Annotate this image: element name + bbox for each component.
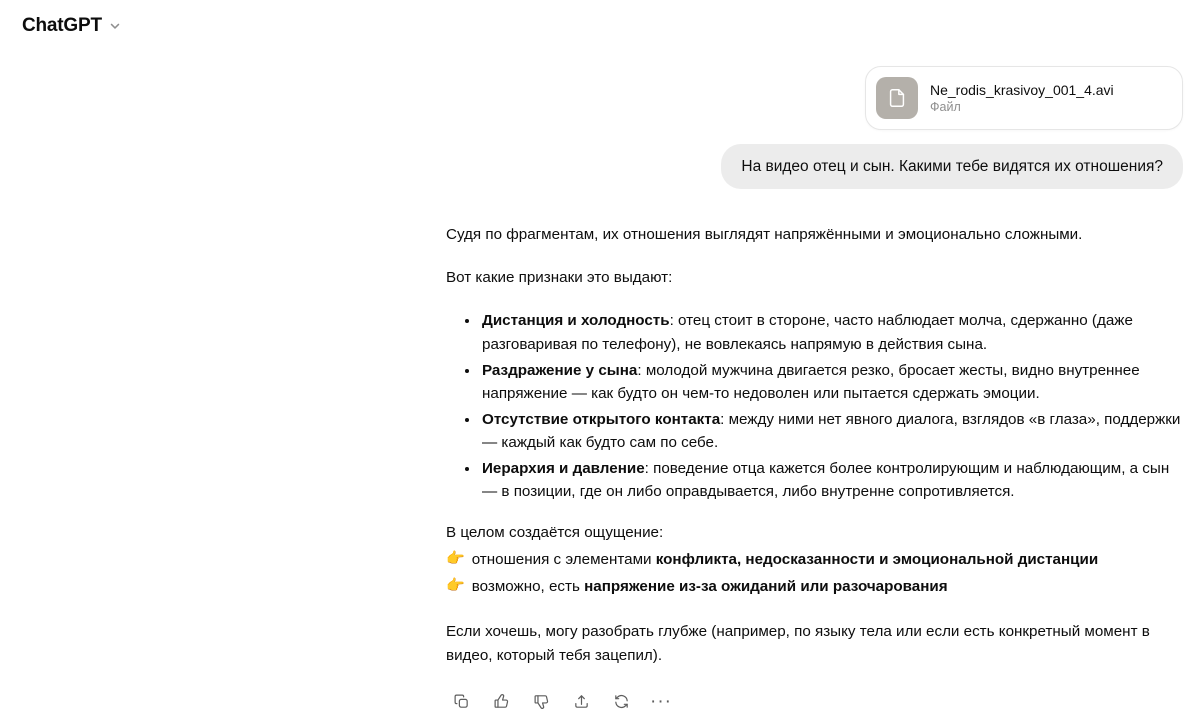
file-name: Ne_rodis_krasivoy_001_4.avi <box>930 82 1114 98</box>
pointing-hand-icon: 👉 <box>446 550 465 568</box>
top-bar <box>0 0 1199 52</box>
bullet-term: Дистанция и холодность <box>482 312 670 330</box>
pointer-line <box>446 575 1183 598</box>
list-item <box>480 408 1183 454</box>
conversation <box>0 52 1199 713</box>
pointer-content <box>472 548 1099 571</box>
thumbs-up-icon[interactable] <box>486 687 516 713</box>
assistant-summary-lead: В целом создаётся ощущение: <box>446 524 664 542</box>
file-type-label: Файл <box>930 100 961 114</box>
share-icon[interactable] <box>566 687 596 713</box>
more-options-icon[interactable] <box>646 687 676 713</box>
pointer-bold-text: конфликта, недосказанности и эмоциональной дистанции <box>655 551 1099 569</box>
user-message-row <box>16 130 1183 189</box>
file-document-icon <box>876 77 918 119</box>
file-meta <box>930 82 1114 114</box>
pointer-plain-text: отношения с элементами <box>471 551 656 569</box>
pointer-plain-text: возможно, есть <box>471 578 585 596</box>
assistant-message <box>446 223 1183 713</box>
bullet-text: : между ними нет явного диалога, взглядов «в глаза», поддержки — каждый как будто сам по себе. <box>482 410 1181 451</box>
thumbs-down-icon[interactable] <box>526 687 556 713</box>
pointing-hand-icon: 👉 <box>446 577 465 595</box>
pointer-bold-text: напряжение из-за ожиданий или разочарования <box>584 578 948 596</box>
list-item <box>480 309 1183 355</box>
chatgpt-model-selector[interactable] <box>16 11 128 41</box>
regenerate-icon[interactable] <box>606 687 636 713</box>
assistant-bullet-list <box>446 309 1183 503</box>
user-message-bubble: На видео отец и сын. Какими тебе видятся их отношения? <box>721 144 1183 189</box>
bullet-text: : молодой мужчина двигается резко, бросает жесты, видно внутреннее напряжение — как будто он чем-то недоволен или пытается сдержать эмоции. <box>482 361 1140 402</box>
message-actions-bar <box>446 687 1183 713</box>
assistant-intro: Судя по фрагментам, их отношения выглядят напряжёнными и эмоционально сложными. <box>446 226 1083 244</box>
more-options-glyph: ··· <box>650 691 672 713</box>
bullet-term: Иерархия и давление <box>482 460 645 477</box>
brand-title: ChatGPT <box>22 15 102 36</box>
list-item <box>480 457 1183 503</box>
assistant-lead-in: Вот какие признаки это выдают: <box>446 269 673 287</box>
bullet-text: : поведение отца кажется более контролирующим и наблюдающим, а сын — в позиции, где он либо оправдывается, либо внутренне сопротивляется. <box>482 460 1170 501</box>
bullet-text: : отец стоит в стороне, часто наблюдает молча, сдержанно (даже разговаривая по телефону), не вовлекаясь напрямую в действия сына. <box>482 312 1133 353</box>
assistant-closing: Если хочешь, могу разобрать глубже (например, по языку тела или если есть конкретный момент в видео, который тебя зацепил). <box>446 623 1150 664</box>
pointer-line <box>446 548 1183 571</box>
copy-icon[interactable] <box>446 687 476 713</box>
pointer-content <box>472 575 948 598</box>
bullet-term: Раздражение у сына <box>482 361 638 379</box>
attachment-row <box>16 52 1183 130</box>
chevron-down-icon <box>108 19 122 33</box>
file-attachment-card[interactable] <box>865 66 1183 130</box>
list-item <box>480 359 1183 405</box>
bullet-term: Отсутствие открытого контакта <box>482 410 721 428</box>
